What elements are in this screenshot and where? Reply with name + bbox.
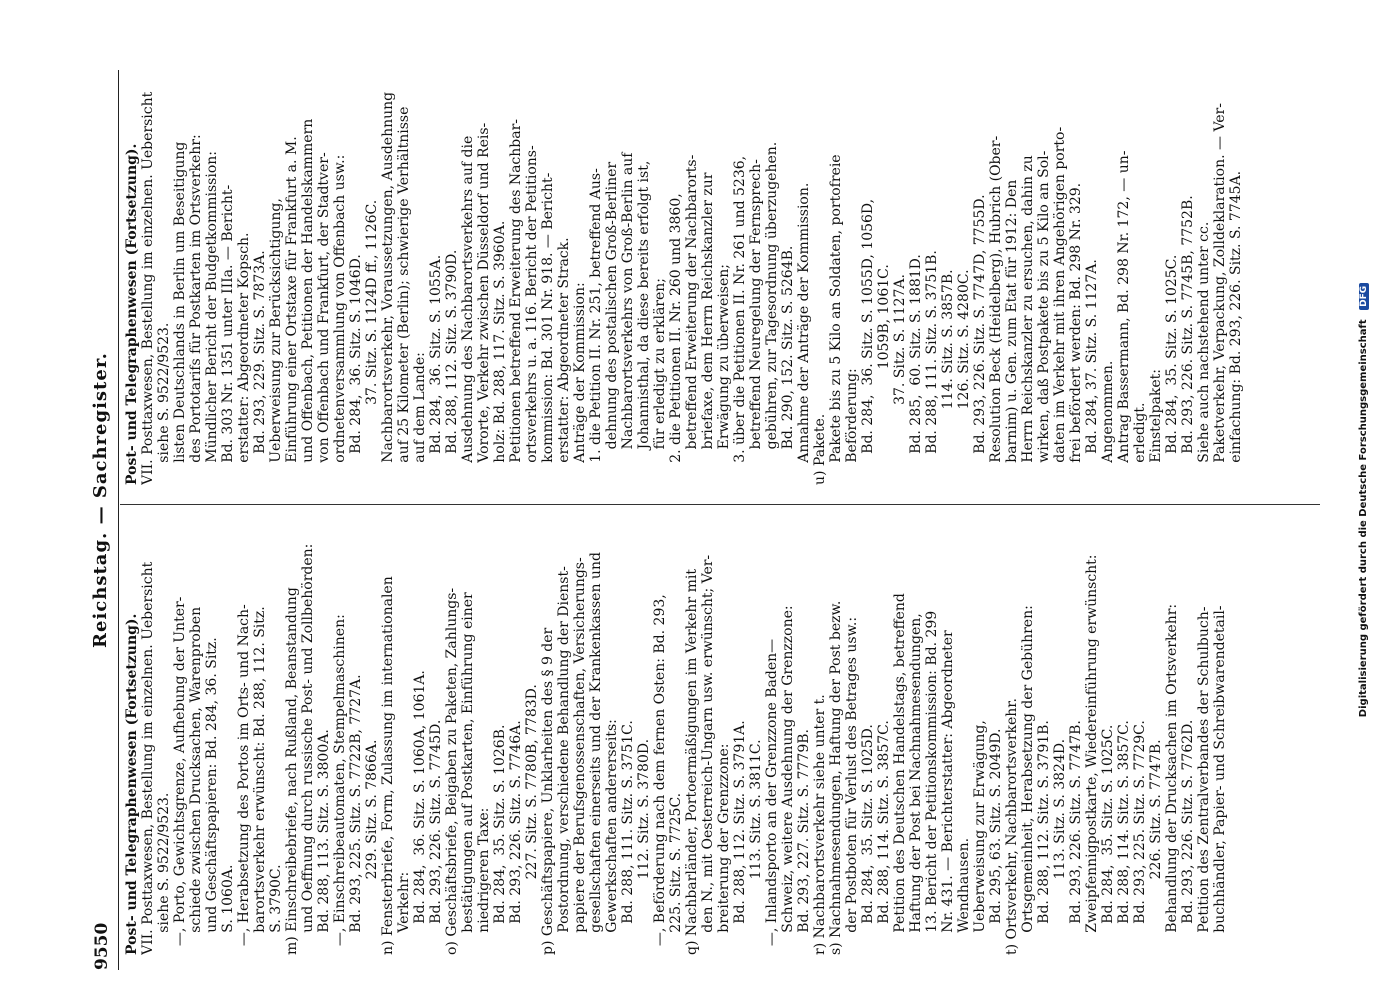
text-line: Bd. 288, 112. Sitz. S. 3790D. [444, 249, 460, 485]
text-line: einfachung: Bd. 293, 226. Sitz. S. 7745A. [1228, 170, 1244, 485]
text-line: Johannisthal, da diese bereits erfolgt ist, [636, 160, 652, 485]
text-line: Nachbarortsverkehrs von Groß-Berlin auf [620, 152, 636, 485]
text-line: Schweiz, weitere Ausdehnung der Grenzzone: [780, 605, 796, 955]
text-line: Post- und Telegraphenwesen (Fortsetzung). [124, 143, 140, 485]
left-column [124, 525, 1228, 955]
footer-credit [1358, 0, 1369, 1000]
text-line: Bd. 293, 226. Sitz. S. 7747D, 7755D. [972, 194, 988, 485]
right-column [124, 55, 1244, 485]
text-line: 227. Sitz. S. 7780B, 7783D. [524, 684, 540, 955]
header-rule [118, 70, 119, 970]
text-line: Bd. 288, 114. Sitz. S. 3857C. [876, 720, 892, 955]
dfg-logo: DFG [1359, 283, 1369, 310]
text-line: Behandlung der Drucksachen im Ortsverkehr: [1164, 603, 1180, 955]
text-line: VII. Posttaxwesen, Bestellung im einzelnen. Uebersicht [140, 91, 156, 485]
text-line: Postordnung, verschiedene Behandlung der Dienst- [556, 566, 572, 955]
text-line: r) Nachbarortsverkehr siehe unter t. [812, 694, 828, 955]
text-line: —, Porto, Gewichtsgrenze, Aufhebung der Unter- [172, 596, 188, 955]
text-line: 1. die Petition II. Nr. 251, betreffend Aus- [588, 168, 604, 485]
text-line: und Offenbach, Petitionen der Handelskammern [300, 118, 316, 485]
text-line: Bd. 303 Nr. 1351 unter IIIa. — Bericht- [220, 184, 236, 485]
text-line: Bd. 288, 113. Sitz. S. 3800A. [316, 729, 332, 955]
text-line: wirken, daß Postpakete bis zu 5 Kilo an Sol- [1036, 150, 1052, 485]
text-line: Post- und Telegraphenwesen (Fortsetzung). [124, 613, 140, 955]
text-line: buchhändler, Papier- und Schreibwarendetail- [1212, 605, 1228, 955]
text-line: Petitionen betreffend Erweiterung des Nachbar- [508, 118, 524, 485]
text-line: dehnung des postalischen Groß-Berliner [604, 161, 620, 485]
text-line: S. 1060A. [220, 864, 236, 955]
text-line: Mündlicher Bericht der Budgetkommission: [204, 151, 220, 485]
text-line: Bd. 284, 37. Sitz. S. 1127A. [1084, 259, 1100, 485]
text-line: Bd. 284, 36. Sitz. S. 1055A. [428, 254, 444, 485]
text-line: q) Nachbarländer, Portoermäßigungen im Verkehr mit [684, 569, 700, 955]
text-line: Bd. 293, 226. Sitz. S. 7745D. [428, 719, 444, 955]
text-line: 13. Bericht der Petitionskommission: Bd. 299 [924, 610, 940, 955]
text-line: Bd. 285, 60. Sitz. S. 1881D. [908, 254, 924, 485]
text-line: auf dem Lande: [412, 352, 428, 485]
text-line: daten im Verkehr mit ihren Angehörigen porto- [1052, 126, 1068, 485]
text-line: —, Beförderung nach dem fernen Osten: Bd. 293, [652, 594, 668, 955]
text-line: briefaxe, dem Herrn Reichskanzler zur [700, 172, 716, 485]
text-line: erledigt. [1132, 402, 1148, 485]
text-line: Gewerkschaften andererseits: [604, 719, 620, 955]
text-line: Bd. 290, 152. Sitz. S. 5264B. [780, 245, 796, 485]
text-line: barortsverkehr erwünscht: Bd. 288, 112. Sitz. [252, 606, 268, 955]
text-line: Bd. 284, 36. Sitz. S. 1046D. [348, 254, 364, 485]
text-line: und Oeffnung durch russische Post- und Zollbehörden: [300, 543, 316, 955]
text-line: ordnetenversammlung von Offenbach usw.: [332, 154, 348, 485]
text-line: —, Einschreibeautomaten, Stempelmaschinen: [332, 614, 348, 955]
text-line: Angenommen. [1100, 360, 1116, 485]
footer-text: Digitalisierung gefördert durch die Deutsche Forschungsgemeinschaft [1358, 319, 1369, 718]
text-line: n) Fensterbriefe, Form, Zulassung im internationalen [380, 576, 396, 955]
text-line: breiterung der Grenzzone: [716, 743, 732, 955]
text-line: Bd. 293, 226. Sitz. S. 7762D. [1180, 719, 1196, 955]
text-line: Annahme der Anträge der Kommission. [796, 182, 812, 485]
text-line: Resolution Beck (Heidelberg), Hubrich (Ober- [988, 135, 1004, 485]
text-line: Pakete bis zu 5 Kilo an Soldaten, portofreie [828, 154, 844, 485]
running-head: Reichstag. — Sachregister. [90, 352, 111, 648]
text-line: betreffend Neuregelung der Fernsprech- [748, 159, 764, 485]
column-divider [120, 504, 1320, 505]
text-line: ortsverkehrs u. a. 116. Bericht der Petitions- [524, 145, 540, 485]
text-line: und Geschäftspapieren: Bd. 284, 36. Sitz. [204, 637, 220, 955]
text-line: siehe S. 9522/9523. [156, 322, 172, 485]
text-line: Bd. 293, 226. Sitz. S. 7746A. [508, 720, 524, 955]
text-line: holz: Bd. 288, 117. Sitz. S. 3960A. [492, 220, 508, 485]
text-line: Bd. 284, 35. Sitz. S. 1025D. [860, 724, 876, 955]
text-line: Nr. 431. — Berichterstatter: Abgeordneter [940, 630, 956, 955]
text-line: 225. Sitz. S. 7725C. [668, 792, 684, 955]
text-line: Siehe auch nachstehend unter cc. [1196, 221, 1212, 485]
text-line: Bd. 284, 36. Sitz. S. 1055D, 1056D, [860, 198, 876, 485]
text-line: gebühren, zur Tagesordnung überzugehen. [764, 141, 780, 485]
text-line: Herrn Reichskanzler zu ersuchen, dahin zu [1020, 155, 1036, 485]
text-line: Bd. 288, 111. Sitz. S. 3751B. [924, 250, 940, 485]
text-line: Paketverkehr, Verpackung, Zolldeklaration. — Ver- [1212, 103, 1228, 485]
text-line: Wendhausen. [956, 837, 972, 955]
text-line: 37. Sitz. S. 1127A. [892, 274, 908, 485]
text-line: 113. Sitz. S. 3824D. [1052, 738, 1068, 955]
text-line: gesellschaften einerseits und der Krankenkassen und [588, 552, 604, 955]
text-line: p) Geschäftspapiere, Unklarheiten des § 9 der [540, 627, 556, 955]
text-line: niedrigeren Taxe: [476, 807, 492, 955]
text-line: Bd. 293, 226. Sitz. S. 7745B, 7752B. [1180, 195, 1196, 485]
text-line: schiede zwischen Drucksachen, Warenproben [188, 606, 204, 955]
text-line: Bd. 284, 35. Sitz. S. 1025C. [1164, 254, 1180, 485]
text-line: Bd. 284, 36. Sitz. S. 1060A, 1061A. [412, 670, 428, 955]
text-line: für erledigt zu erklären; [652, 278, 668, 485]
text-line: frei befördert werden: Bd. 298 Nr. 329. [1068, 182, 1084, 485]
text-line: VII. Posttaxwesen, Bestellung im einzelnen. Uebersicht [140, 561, 156, 955]
text-line: Erwägung zu überweisen; [716, 264, 732, 485]
text-line: u) Pakete. [812, 413, 828, 485]
text-line: Anträge der Kommission: [572, 282, 588, 485]
text-line: Vororte, Verkehr zwischen Düsseldorf und Reis- [476, 122, 492, 485]
text-line: Antrag Bassermann, Bd. 298 Nr. 172, — un- [1116, 150, 1132, 485]
text-line: Verkehr: [396, 871, 412, 955]
text-line: Ortsgemeinheit, Herabsetzung der Gebühren: [1020, 605, 1036, 955]
text-line: Petition des Deutschen Handelstags, betreffend [892, 593, 908, 955]
text-line: siehe S. 9522/9523. [156, 792, 172, 955]
text-line: 229. Sitz. S. 7866A. [364, 739, 380, 955]
text-line: —, Inlandsporto an der Grenzzone Baden— [764, 638, 780, 955]
text-line: 226. Sitz. S. 7747B. [1148, 739, 1164, 955]
text-line: Bd. 288, 112. Sitz. S. 3791A. [732, 720, 748, 955]
text-line: 37. Sitz. S. 1124D ff., 1126C. [364, 199, 380, 485]
text-line: 1059B, 1061C. [876, 264, 892, 485]
text-line: t) Ortsverkehr, Nachbarortsverkehr. [1004, 698, 1020, 955]
text-line: Bd. 293, 225. Sitz. S. 7722B, 7727A. [348, 674, 364, 955]
text-line: Bd. 288, 111. Sitz. S. 3751C. [620, 720, 636, 955]
text-line: Bd. 284, 35. Sitz. S. 1025C. [1100, 724, 1116, 955]
text-line: 2. die Petitionen II. Nr. 260 und 3860, [668, 193, 684, 485]
text-line: Bd. 288, 114. Sitz. S. 3857C. [1116, 720, 1132, 955]
text-line: Beförderung: [844, 368, 860, 485]
text-line: erstatter: Abgeordneter Kopsch. [236, 232, 252, 485]
text-line: des Portotarifs für Postkarten im Ortsverkehr: [188, 134, 204, 485]
text-line: Bd. 284, 35. Sitz. S. 1026B. [492, 724, 508, 955]
text-line: Ueberweisung zur Berücksichtigung, [268, 198, 284, 485]
text-line: Einführung einer Ortstaxe für Frankfurt a. M. [284, 136, 300, 485]
text-line: Einstelpaket: [1148, 369, 1164, 485]
text-line: 113. Sitz. S. 3811C. [748, 739, 764, 955]
text-line: von Offenbach und Frankfurt, der Stadtver- [316, 152, 332, 485]
text-line: m) Einschreibebriefe, nach Rußland, Beanstandung [284, 587, 300, 955]
text-line: papiere der Berufsgenossenschaften, Versicherungs- [572, 557, 588, 955]
text-line: 112. Sitz. S. 3780D. [636, 738, 652, 955]
text-line: Zweipfennigpostkarte, Wiedereinführung erwünscht: [1084, 554, 1100, 955]
text-line: Bd. 293, 225. Sitz. S. 7729C. [1132, 720, 1148, 955]
text-line: der Postboten für Verlust des Betrages usw.: [844, 616, 860, 955]
text-line: listen Deutschlands in Berlin um Beseitigung [172, 141, 188, 485]
text-line: Ausdehnung des Nachbarortsverkehrs auf die [460, 135, 476, 485]
text-line: 3. über die Petitionen II. Nr. 261 und 5236, [732, 155, 748, 485]
text-line: barnim) u. Gen. zum Etat für 1912: Den [1004, 179, 1020, 485]
text-line: Haftung der Post bei Nachnahmesendungen, [908, 613, 924, 955]
text-line: Bd. 293, 229. Sitz. S. 7873A. [252, 250, 268, 485]
text-line: S. 3790C. [268, 864, 284, 955]
text-line: —, Herabsetzung des Portos im Orts- und Nach- [236, 604, 252, 955]
text-line: Bd. 293, 227. Sitz. S. 7779B. [796, 729, 812, 955]
text-line: betreffend Erweiterung der Nachbarorts- [684, 154, 700, 485]
text-line: Ueberweisung zur Erwägung, [972, 720, 988, 955]
text-line: kommission: Bd. 301 Nr. 918. — Bericht- [540, 172, 556, 485]
text-line: 126. Sitz. S. 4280C. [956, 269, 972, 485]
text-line: auf 25 Kilometer (Berlin); schwierige Verhältnisse [396, 106, 412, 485]
text-line: Bd. 288, 112. Sitz. S. 3791B. [1036, 720, 1052, 955]
page-number: 9550 [92, 922, 112, 970]
text-line: 114. Sitz. S. 3857B. [940, 269, 956, 485]
text-line: Bd. 293, 226. Sitz. S. 7747B. [1068, 720, 1084, 955]
text-line: erstatter: Abgeordneter Strack. [556, 237, 572, 485]
text-line: o) Geschäftsbriefe, Beigaben zu Paketen, Zahlungs- [444, 587, 460, 955]
text-line: den N., mit Oesterreich-Ungarn usw. erwünscht; Ver- [700, 554, 716, 955]
text-line: Nachbarortsverkehr, Voraussetzungen, Ausdehnung [380, 91, 396, 485]
text-line: s) Nachnahmesendungen, Haftung der Post bezw. [828, 600, 844, 955]
text-line: bestätigungen auf Postkarten, Einführung einer [460, 592, 476, 955]
text-line: Petition des Zentralverbandes der Schulbuch- [1196, 606, 1212, 955]
text-line: Bd. 295, 63. Sitz. S. 2049D. [988, 728, 1004, 955]
